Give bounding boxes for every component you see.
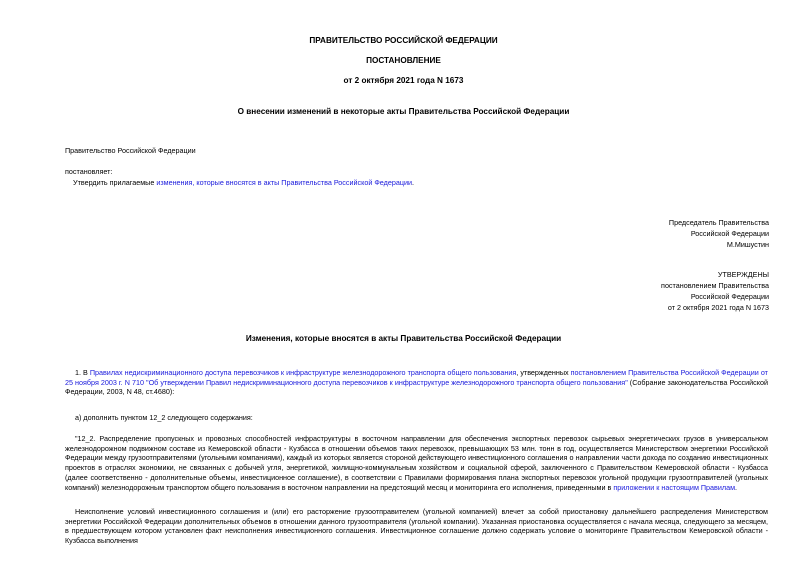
appendix-link[interactable]: приложении к настоящим Правилам (613, 482, 736, 492)
item-1-suffix: (Собрание законодательства Российской Федерации, 2003, N 48, ст.4680): (65, 377, 768, 397)
preamble-line1: Правительство Российской Федерации (65, 146, 196, 155)
signature-name: М.Мишустин (726, 240, 769, 249)
paragraph-12-2-text: "12_2. Распределение пропускных и провозных способностей инфраструктуры в восточном направлении для обеспечения экспортных перевозок сырьевых энергетических грузов в универсальном железнодорожном подвижном составе из Кемеровской области - Кузбасса в отношении объемов таких перевозок, превышающих 53 млн. тонн в год, осуществляется Министерством энергетики Российской Федерации между грузоотправителями (угольными компаниями), каждый из которых является стороной действующего инвестиционного соглашения о направлении части дохода по созданию инвестиционных проектов в отраслях экономики, не связанных с добычей угля, энергетикой, жилищно-коммунальным хозяйством и социальной сферой, заключенного с Правительством Кемеровской области - Кузбасса (далее соответственно - дополнительные объемы, инвестиционное соглашение), в соответствии с Правилами формирования плана экспортных перевозок угольной продукции грузоотправителей (угольных компаний) железнодорожным транспортом общего пользования в восточном направлении на предстоящий месяц и мониторинга его исполнения, приведенными в (65, 434, 768, 492)
approved-line1: УТВЕРЖДЕНЫ (717, 270, 769, 279)
item-1-prefix: 1. В (75, 368, 90, 377)
date-number-heading: от 2 октября 2021 года N 1673 (343, 76, 464, 85)
paragraph-non-fulfillment (65, 507, 768, 546)
doc-type-heading: ПОСТАНОВЛЕНИЕ (366, 56, 441, 65)
item-a: а) дополнить пунктом 12_2 следующего содержания: (75, 413, 253, 422)
approved-line4: от 2 октября 2021 года N 1673 (667, 303, 769, 312)
item-1-mid: , утвержденных (516, 368, 571, 377)
changes-title: Изменения, которые вносятся в акты Правительства Российской Федерации (245, 334, 562, 343)
approve-suffix: . (411, 178, 414, 187)
item-1-paragraph (65, 368, 768, 397)
approve-link[interactable]: изменения, которые вносятся в акты Правительства Российской Федерации (156, 178, 412, 187)
approve-prefix: Утвердить прилагаемые (73, 178, 157, 187)
approved-line3: Российской Федерации (690, 292, 769, 301)
resolution-link[interactable]: постановлением Правительства Российской Федерации от 25 ноября 2003 г. N 710 "Об утверждении Правил недискриминационного доступа перевозчиков к инфраструктуре железнодорожного транспорта общего пользования" (65, 368, 768, 387)
signature-line1: Председатель Правительства (668, 218, 769, 227)
paragraph-non-fulfillment-text: Неисполнение условий инвестиционного соглашения и (или) его расторжение грузоотправителем (угольной компанией) влечет за собой приостановку дальнейшего распределения Министерством энергетики Российской Федерации дополнительных объемов в отношении данного грузоотправителя (угольной компании). Указанная приостановка осуществляется с начала месяца, следующего за месяцем, в предшествующем котором установлен факт неисполнения инвестиционного соглашения. Инвестиционное соглашение должно содержать условие о мониторинге Правительством Кемеровской области - Кузбасса выполнения (65, 507, 768, 546)
paragraph-12-2-suffix: . (735, 482, 738, 492)
approve-sentence (73, 178, 414, 188)
org-heading: ПРАВИТЕЛЬСТВО РОССИЙСКОЙ ФЕДЕРАЦИИ (309, 36, 498, 45)
preamble-line2: постановляет: (65, 167, 113, 176)
rules-link[interactable]: Правилах недискриминационного доступа перевозчиков к инфраструктуре железнодорожного транспорта общего пользования (89, 368, 517, 377)
paragraph-12-2 (65, 434, 768, 492)
approved-line2: постановлением Правительства (661, 281, 769, 290)
document-title: О внесении изменений в некоторые акты Правительства Российской Федерации (237, 107, 570, 116)
signature-line2: Российской Федерации (690, 229, 769, 238)
